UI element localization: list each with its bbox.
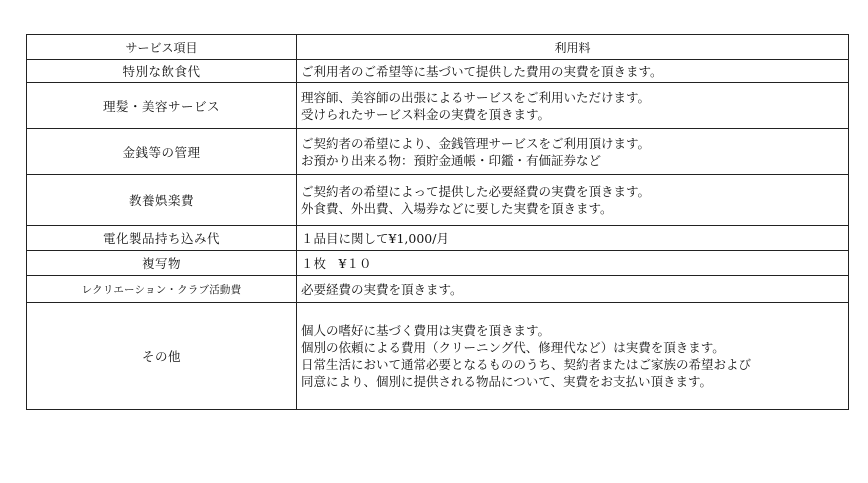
- header-service-item: サービス項目: [27, 35, 297, 60]
- fee-text-line: ご契約者の希望によって提供した必要経費の実費を頂きます。: [301, 184, 651, 199]
- service-item-cell: 教養娯楽費: [27, 175, 297, 226]
- fee-text-line: ご利用者のご希望等に基づいて提供した費用の実費を頂きます。: [301, 63, 663, 79]
- service-item-cell: 複写物: [27, 251, 297, 276]
- fee-text-line: 受けられたサービス料金の実費を頂きます。: [301, 106, 551, 122]
- fee-cell: [297, 226, 849, 251]
- fee-cell: [297, 60, 849, 83]
- table-row: [27, 129, 849, 175]
- service-item-cell: レクリエーション・クラブ活動費: [27, 276, 297, 303]
- service-item-cell: その他: [27, 303, 297, 410]
- header-fee: 利用料: [297, 35, 849, 60]
- table-row: [27, 175, 849, 226]
- fee-text-line: 日常生活において通常必要となるもののうち、契約者またはご家族の希望および: [301, 357, 752, 372]
- table-row: [27, 251, 849, 276]
- fee-cell: [297, 175, 849, 226]
- fee-text-line: 理容師、美容師の出張によるサービスをご利用いただけます。: [301, 89, 651, 105]
- service-fee-table: [26, 34, 849, 410]
- fee-text-line: ご契約者の希望により、金銭管理サービスをご利用頂けます。: [301, 135, 651, 151]
- table-row: [27, 303, 849, 410]
- fee-text-line: １品目に関して¥1,000/月: [301, 230, 449, 246]
- fee-cell: [297, 251, 849, 276]
- table-row: [27, 60, 849, 83]
- service-item-cell: 電化製品持ち込み代: [27, 226, 297, 251]
- fee-text-line: お預かり出来る物：預貯金通帳・印鑑・有価証券など: [301, 152, 602, 168]
- table-row: [27, 83, 849, 129]
- table-row: [27, 276, 849, 303]
- fee-cell: [297, 83, 849, 129]
- fee-text-line: 個別の依頼による費用（クリーニング代、修理代など）は実費を頂きます。: [301, 340, 725, 355]
- fee-cell: [297, 276, 849, 303]
- fee-cell: [297, 129, 849, 175]
- table-header-row: [27, 35, 849, 60]
- table-row: [27, 226, 849, 251]
- service-item-cell: 金銭等の管理: [27, 129, 297, 175]
- fee-text-line: 同意により、個別に提供される物品について、実費をお支払い頂きます。: [301, 374, 713, 389]
- fee-text-line: 外食費、外出費、入場券などに要した実費を頂きます。: [301, 201, 613, 216]
- fee-text-line: 個人の嗜好に基づく費用は実費を頂きます。: [301, 323, 551, 338]
- fee-cell: [297, 303, 849, 410]
- fee-text-line: １枚 ¥１０: [301, 255, 372, 271]
- service-item-cell: 理髪・美容サービス: [27, 83, 297, 129]
- fee-text-line: 必要経費の実費を頂きます。: [301, 281, 463, 297]
- service-item-cell: 特別な飲食代: [27, 60, 297, 83]
